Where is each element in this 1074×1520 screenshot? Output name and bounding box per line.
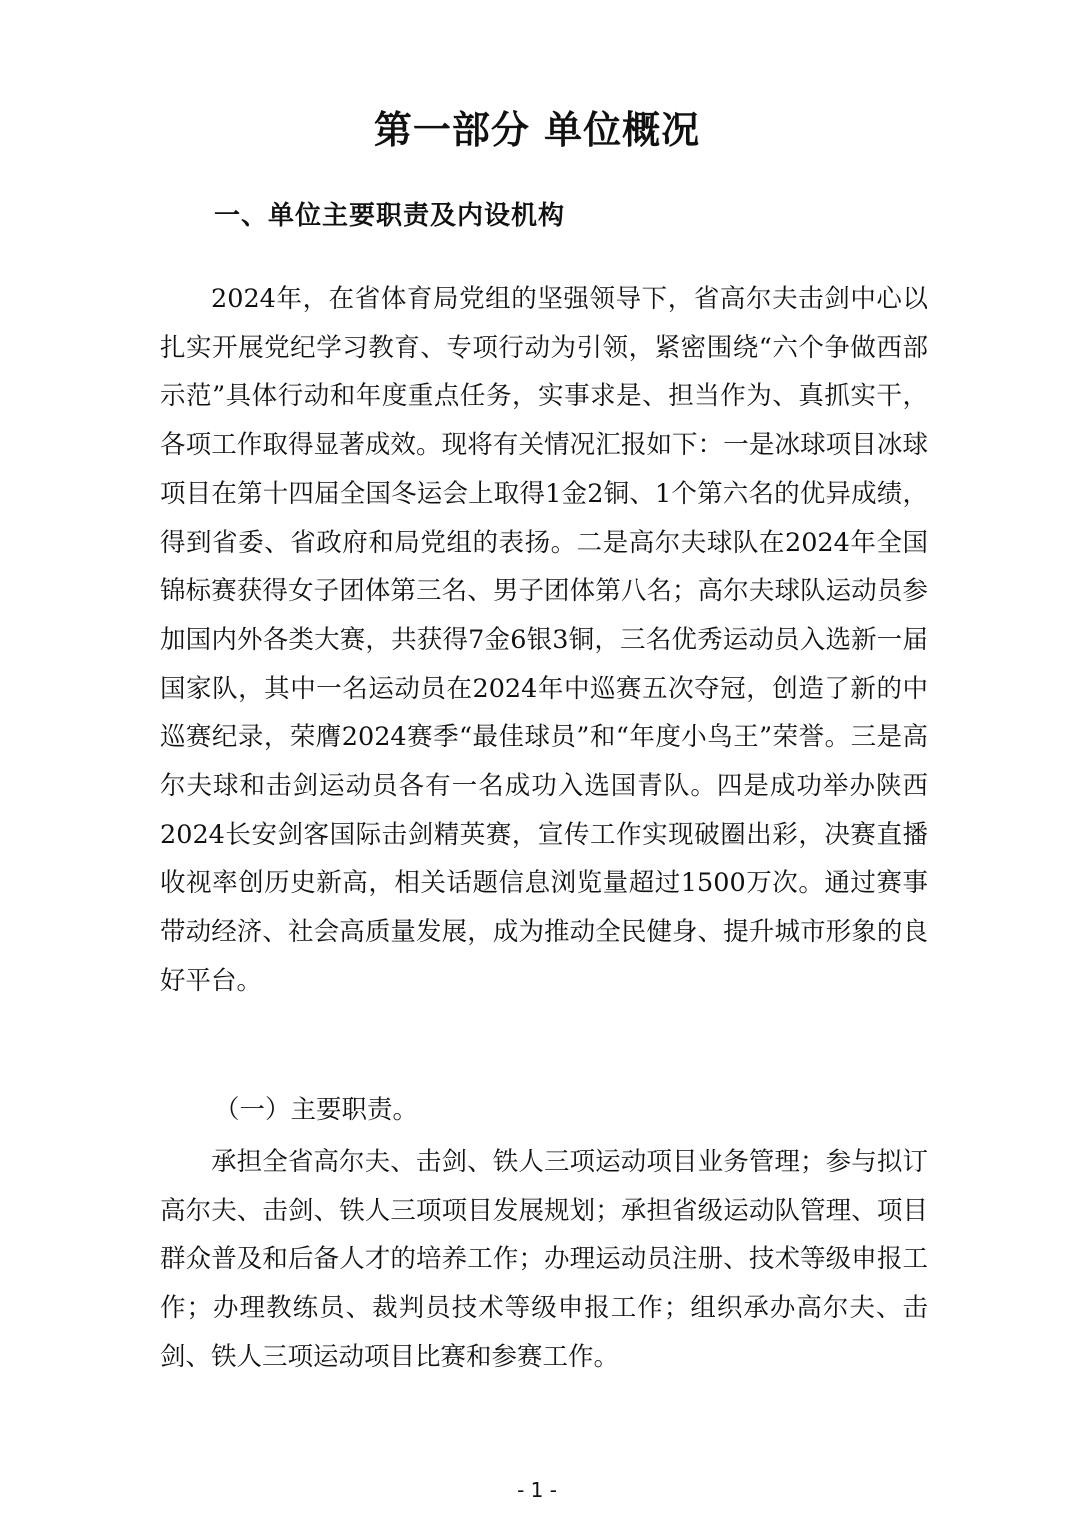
page-title: 第一部分 单位概况 (373, 108, 701, 152)
intro-paragraph: 2024年，在省体育局党组的坚强领导下，省高尔夫击剑中心以扎实开展党纪学习教育、专项行动为引领，紧密围绕“六个争做西部示范”具体行动和年度重点任务，实事求是、担当作为、真抓实干，各项工作取得显著成效。现将有关情况汇报如下：一是冰球项目冰球项目在第十四届全国冬运会上取得1金2铜、1个第六名的优异成绩，得到省委、省政府和局党组的表扬。二是高尔夫球队在2024年全国锦标赛获得女子团体第三名、男子团体第八名；高尔夫球队运动员参加国内外各类大赛，共获得7金6银3铜，三名优秀运动员入选新一届国家队，其中一名运动员在2024年中巡赛五次夺冠，创造了新的中巡赛纪录，荣膺2024赛季“最佳球员”和“年度小鸟王”荣誉。三是高尔夫球和击剑运动员各有一名成功入选国青队。四是成功举办陕西2024长安剑客国际击剑精英赛，宣传工作实现破圈出彩，决赛直播收视率创历史新高，相关话题信息浏览量超过1500万次。通过赛事带动经济、社会高质量发展，成为推动全民健身、提升城市形象的良好平台。 (160, 284, 928, 996)
page-number: - 1 - (517, 1478, 557, 1502)
duties-paragraph: 承担全省高尔夫、击剑、铁人三项运动项目业务管理；参与拟订高尔夫、击剑、铁人三项项目发展规划；承担省级运动队管理、项目群众普及和后备人才的培养工作；办理运动员注册、技术等级申报工作；办理教练员、裁判员技术等级申报工作；组织承办高尔夫、击剑、铁人三项运动项目比赛和参赛工作。 (160, 1147, 928, 1372)
section-heading: 一、单位主要职责及内设机构 (214, 201, 566, 231)
sub-heading-duties: （一）主要职责。 (214, 1095, 419, 1125)
